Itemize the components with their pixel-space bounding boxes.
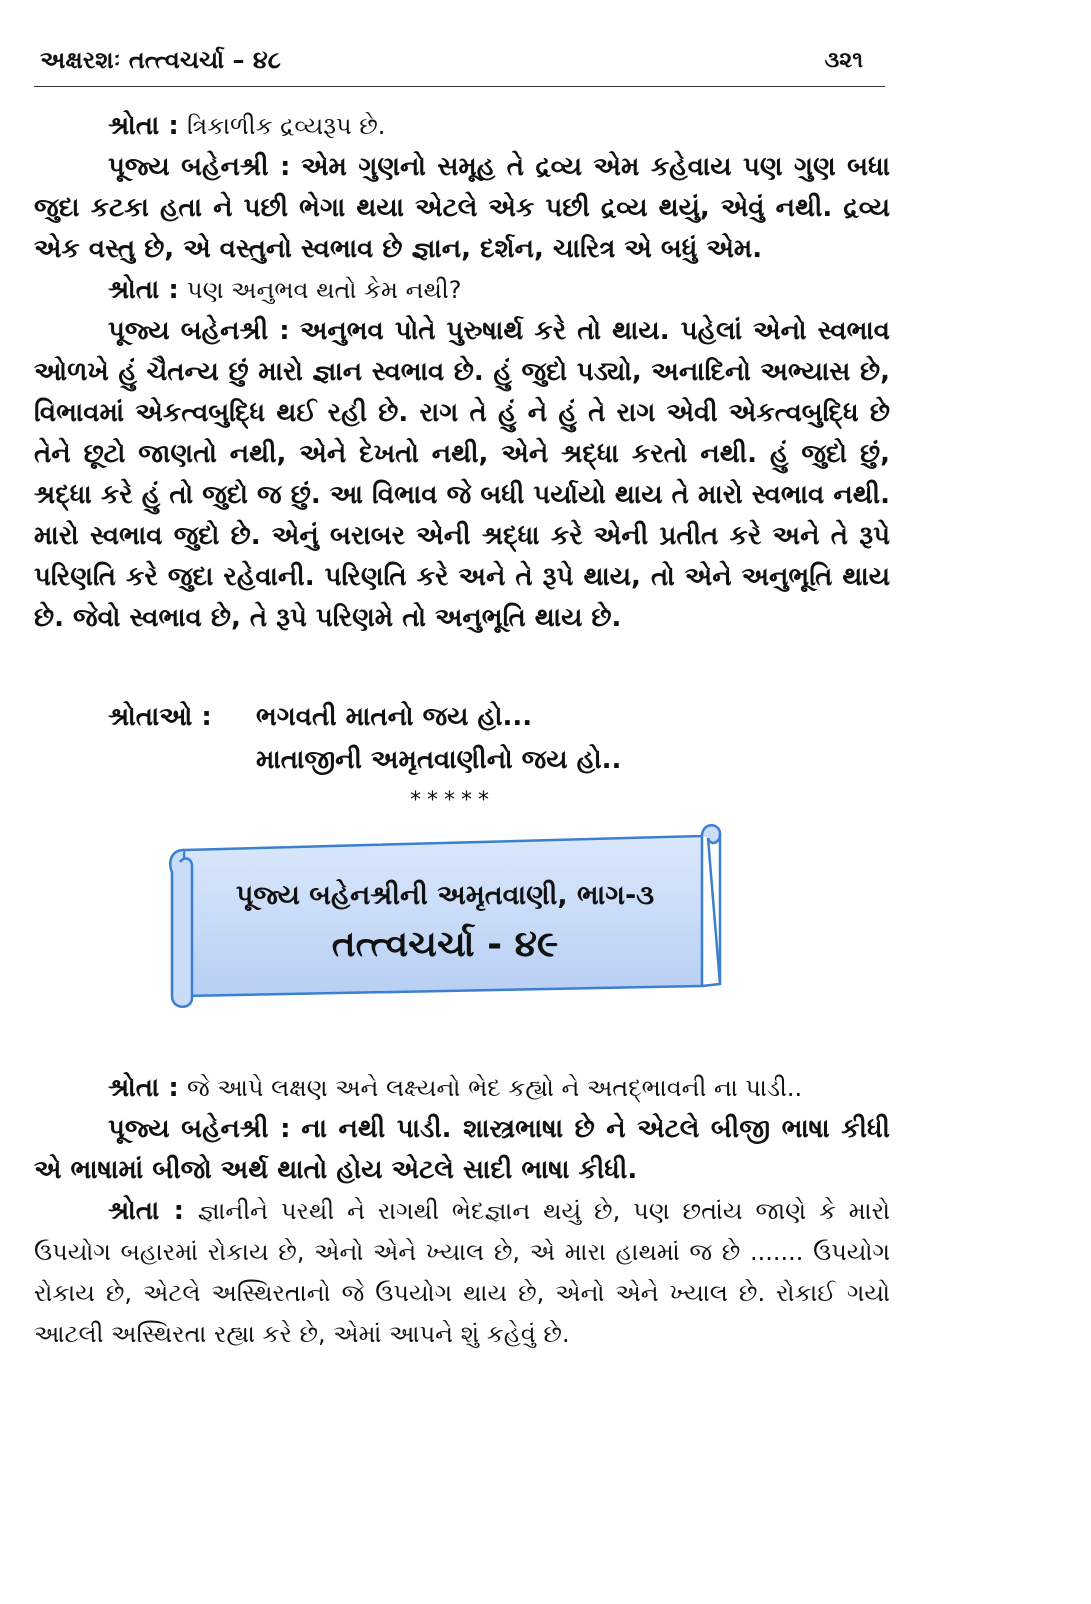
speaker-label: પૂજ્ય બહેનશ્રી : [108, 1114, 291, 1144]
question-text: જે આપે લક્ષણ અને લક્ષ્યનો ભેદ કહ્યો ને અતદ્ભાવની ના પાડી.. [187, 1074, 803, 1102]
speaker-label: પૂજ્ય બહેનશ્રી : [108, 152, 291, 182]
question-text: ત્રિકાળીક દ્રવ્યરૂપ છે. [187, 112, 386, 140]
question-text: જ્ઞાનીને પરથી ને રાગથી ભેદજ્ઞાન થયું છે, પણ છતાંય જાણે કે મારો ઉપયોગ બહારમાં રોકાય છે, એનો એને ખ્યાલ છે, એ મારા હાથમાં જ છે ....... ઉપયોગ રોકાય છે, એટલે અસ્થિરતાનો જે ઉપયોગ થાય છે, એનો એને ખ્યાલ છે. રોકાઈ ગયો આટલી અસ્થિરતા રહ્યા કરે છે, એમાં આપને શું કહેવું છે. [34, 1197, 891, 1348]
dialogue-block-1 [34, 106, 890, 639]
question-paragraph [34, 1068, 890, 1109]
question-text: પણ અનુભવ થતો કેમ નથી? [187, 276, 462, 304]
scroll-shape [162, 820, 728, 1012]
answer-paragraph [34, 311, 890, 639]
answer-text: ના નથી પાડી. શાસ્ત્રભાષા છે ને એટલે બીજી ભાષા કીધી એ ભાષામાં બીજો અર્થ થાતો હોય એટલે સાદી ભાષા કીધી. [34, 1114, 890, 1185]
page-number: ૩૨૧ [824, 48, 863, 73]
dialogue-block-2 [34, 1068, 890, 1355]
answer-paragraph [34, 1109, 890, 1191]
speaker-label: શ્રોતા : [108, 275, 179, 305]
speaker-label: પૂજ્ય બહેનશ્રી : [108, 316, 290, 346]
banner-title: તત્ત્વચર્ચા - ૪૯ [331, 924, 559, 965]
speaker-label: શ્રોતા : [108, 1073, 179, 1103]
speaker-label: શ્રોતા : [108, 1196, 185, 1226]
answer-paragraph [34, 147, 890, 270]
praise-label: શ્રોતાઓ : [108, 702, 212, 732]
section-separator: ***** [410, 788, 495, 813]
question-paragraph [34, 1191, 890, 1355]
speaker-label: શ્રોતા : [108, 111, 179, 141]
audience-praise [108, 696, 621, 782]
page-header [34, 42, 885, 87]
banner-subtitle: પૂજ્ય બહેનશ્રીની અમૃતવાણી, ભાગ-૩ [235, 880, 655, 911]
running-title: અક્ષરશઃ તત્ત્વચર્ચા – ૪૮ [40, 46, 281, 74]
chapter-banner [162, 820, 728, 1012]
question-paragraph [34, 270, 890, 311]
answer-text: એમ ગુણનો સમૂહ તે દ્રવ્ય એમ કહેવાય પણ ગુણ બધા જુદા કટકા હતા ને પછી ભેગા થયા એટલે એક પછી દ્રવ્ય થયું, એવું નથી. દ્રવ્ય એક વસ્તુ છે, એ વસ્તુનો સ્વભાવ છે જ્ઞાન, દર્શન, ચારિત્ર એ બધું એમ. [34, 152, 890, 264]
praise-line-2: માતાજીની અમૃતવાણીનો જય હો.. [256, 745, 622, 775]
question-paragraph [34, 106, 890, 147]
answer-text: અનુભવ પોતે પુરુષાર્થ કરે તો થાય. પહેલાં એનો સ્વભાવ ઓળખે હું ચૈતન્ય છું મારો જ્ઞાન સ્વભાવ છે. હું જુદો પડ્યો, અનાદિનો અભ્યાસ છે, વિભાવમાં એકત્વબુદ્ધિ થઈ રહી છે. રાગ તે હું ને હું તે રાગ એવી એકત્વબુદ્ધિ છે તેને છૂટો જાણતો નથી, એને દેખતો નથી, એને શ્રદ્ધા કરતો નથી. હું જુદો છું, શ્રદ્ધા કરે હું તો જુદો જ છું. આ વિભાવ જે બધી પર્યાયો થાય તે મારો સ્વભાવ નથી. મારો સ્વભાવ જુદો છે. એનું બરાબર એની શ્રદ્ધા કરે એની પ્રતીત કરે અને તે રૂપે પરિણતિ કરે જુદા રહેવાની. પરિણતિ કરે અને તે રૂપે થાય, તો એને અનુભૂતિ થાય છે. જેવો સ્વભાવ છે, તે રૂપે પરિણમે તો અનુભૂતિ થાય છે. [34, 316, 890, 633]
praise-line-1: ભગવતી માતનો જય હો... [256, 702, 533, 732]
